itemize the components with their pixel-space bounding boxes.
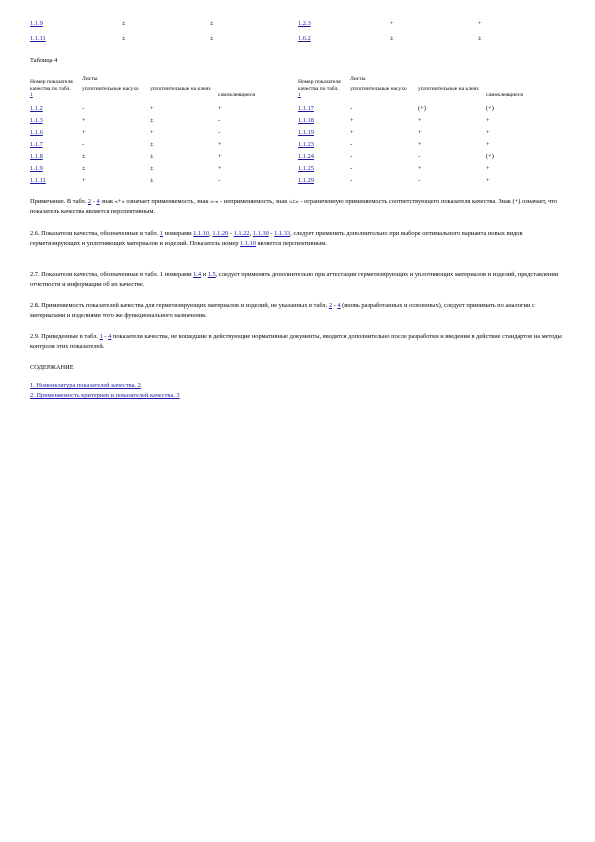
header-col1: уплотнительные насухо: [82, 85, 139, 92]
table-cell: +: [478, 20, 482, 27]
header-table-link[interactable]: 1: [30, 92, 33, 99]
table-row: [30, 165, 280, 177]
table4-header-row: [30, 76, 280, 99]
table-cell: (+): [418, 105, 426, 113]
table-cell: [298, 35, 390, 50]
table-row: [298, 153, 548, 165]
table-cell: -: [218, 117, 221, 125]
table-cell: ±: [478, 35, 482, 42]
indicator-link[interactable]: 1.1.11: [30, 177, 46, 185]
indicator-link[interactable]: 1.1.17: [298, 105, 314, 113]
header-group-label: Листы: [82, 76, 98, 82]
table-cell: +: [218, 105, 222, 113]
table-cell: [30, 141, 82, 153]
toc-item-2[interactable]: 2. Применяемость критериев и показателей качества. 3: [30, 392, 180, 400]
link-1-1-30[interactable]: 1.1.30: [252, 230, 269, 237]
indicator-link[interactable]: 1.1.24: [298, 153, 314, 161]
table-row: [30, 129, 280, 141]
link-table-1[interactable]: 1: [99, 333, 103, 340]
table-cell: [30, 165, 82, 177]
table-cell: [298, 153, 350, 165]
indicator-link[interactable]: 1.1.3: [30, 117, 43, 125]
header-index-cell: Номер показателя качества по табл. 1: [298, 79, 341, 99]
indicator-link[interactable]: 1.1.29: [298, 177, 314, 185]
table-cell: +: [350, 129, 354, 137]
table-cell: [298, 129, 350, 141]
link-1-5[interactable]: 1.5: [207, 271, 216, 278]
table-cell: -: [418, 153, 421, 161]
table4-caption: Таблица 4: [30, 57, 58, 64]
indicator-link[interactable]: 1.1.18: [298, 117, 314, 125]
indicator-link[interactable]: 1.1.23: [298, 141, 314, 149]
indicator-link[interactable]: 1.1.7: [30, 141, 43, 149]
table-cell: +: [486, 141, 490, 149]
table-cell: -: [82, 105, 85, 113]
paragraph-2-7: 2.7. Показатели качества, обозначенные в табл. 1 номерами 1.4 и 1.5, следует применять дополнительно при аттестации герметизирующих и уплотняющих материалов и изделий, представлении отчетности и информации об их качестве.: [30, 271, 559, 288]
indicator-link[interactable]: 1.1.6: [30, 129, 43, 137]
table-cell: ±: [82, 153, 86, 161]
header-col2: уплотнительные на клеях: [150, 85, 211, 92]
table-cell: +: [218, 141, 222, 149]
table-cell: +: [82, 117, 86, 125]
table-cell: -: [350, 153, 353, 161]
header-index-cell: Номер показателя качества по табл. 1: [30, 79, 73, 99]
table-row: [30, 153, 280, 165]
table-row: [298, 141, 548, 153]
contents-title: СОДЕРЖАНИЕ: [30, 364, 74, 371]
indicator-link[interactable]: 1.1.9: [30, 20, 43, 27]
table-cell: (+): [486, 105, 494, 113]
table-row: [30, 117, 280, 129]
table-cell: -: [218, 129, 221, 137]
indicator-link[interactable]: 1.6.2: [298, 35, 311, 42]
link-1-1-22[interactable]: 1.1.22: [233, 230, 250, 237]
table-cell: +: [218, 165, 222, 173]
table-cell: +: [486, 117, 490, 125]
table-cell: +: [486, 165, 490, 173]
table-cell: +: [486, 129, 490, 137]
table-row: [30, 20, 550, 35]
table-cell: +: [390, 20, 394, 27]
table-cell: [30, 129, 82, 141]
table-cell: -: [350, 105, 353, 113]
table-cell: +: [418, 165, 422, 173]
paragraph-2-6: 2.6. Показатели качества, обозначенные в табл. 1 номерами 1.1.10, 1.1.20 - 1.1.22, 1.1.30 - 1.1.33, следует применять дополнительно при выборе оптимального варианта новых видов герметизирующих и уплотняющих материалов и изделий. Показатель номер 1.1.10 является перспективным.: [30, 230, 523, 247]
table-cell: +: [150, 129, 154, 137]
header-col3: самоклеящиеся: [486, 91, 523, 98]
table-cell: [298, 105, 350, 117]
table-cell: ±: [150, 117, 154, 125]
table-cell: [30, 35, 122, 50]
link-1-1-20[interactable]: 1.1.20: [212, 230, 229, 237]
header-table-link[interactable]: 1: [298, 92, 301, 99]
link-table-4[interactable]: 4: [108, 333, 112, 340]
link-table-2[interactable]: 2: [87, 198, 92, 205]
table-cell: ±: [390, 35, 394, 42]
table-cell: [298, 177, 350, 189]
table-cell: [298, 141, 350, 153]
table-cell: +: [486, 177, 490, 185]
table-row: [298, 105, 548, 117]
link-table-4[interactable]: 4: [96, 198, 100, 205]
indicator-link[interactable]: 1.1.2: [30, 105, 43, 113]
table-cell: ±: [122, 35, 126, 42]
table-cell: -: [350, 141, 353, 149]
indicator-link[interactable]: 1.1.8: [30, 153, 43, 161]
table-of-contents: [30, 381, 180, 402]
table-cell: [30, 105, 82, 117]
table-cell: ±: [150, 165, 154, 173]
table-row: [30, 141, 280, 153]
table-cell: +: [418, 129, 422, 137]
table-cell: ±: [150, 177, 154, 185]
indicator-link[interactable]: 1.1.25: [298, 165, 314, 173]
link-table-4[interactable]: 4: [337, 302, 341, 309]
header-col2: уплотнительные на клеях: [418, 85, 479, 92]
table-cell: ±: [210, 20, 214, 27]
table-cell: [298, 20, 390, 35]
table-cell: -: [418, 177, 421, 185]
indicator-link[interactable]: 1.1.19: [298, 129, 314, 137]
header-group-cell: [82, 76, 280, 99]
table-cell: -: [350, 177, 353, 185]
header-group-cell: [350, 76, 548, 99]
table4-header-row: [298, 76, 548, 99]
table-cell: [298, 165, 350, 177]
table-cell: +: [82, 129, 86, 137]
header-col3: самоклеящиеся: [218, 91, 255, 98]
table-row: [30, 177, 280, 189]
table-cell: +: [418, 117, 422, 125]
indicator-link[interactable]: 1.1.11: [30, 35, 46, 42]
table-cell: -: [350, 165, 353, 173]
table-cell: (+): [486, 153, 494, 161]
link-1-1-10-second[interactable]: 1.1.10: [240, 239, 257, 247]
table-cell: -: [82, 141, 85, 149]
link-table-1[interactable]: 1: [159, 230, 164, 237]
table-cell: ±: [82, 165, 86, 173]
table-cell: -: [218, 177, 221, 185]
table-cell: [30, 20, 122, 35]
table-cell: [30, 153, 82, 165]
header-col1: уплотнительные насухо: [350, 85, 407, 92]
table-row: [298, 177, 548, 189]
table-cell: ±: [150, 141, 154, 149]
header-group-label: Листы: [350, 76, 366, 82]
indicator-link[interactable]: 1.2.3: [298, 20, 311, 27]
table-row: [298, 129, 548, 141]
table-cell: +: [82, 177, 86, 185]
continuation-table: [30, 20, 550, 50]
table-cell: +: [150, 105, 154, 113]
table-cell: ±: [122, 20, 126, 27]
table-cell: ±: [150, 153, 154, 161]
table-row: [30, 35, 550, 50]
table-note: Примечание. В табл. 2 - 4 знак «+» означает применяемость, знак «-» - неприменяемость, знак «±» - ограниченную применяемость соответствующего показателя качества. Знак (+) означает, что показатель качества является перспективным.: [30, 198, 558, 215]
paragraph-2-9: 2.9. Приведенные в табл. 1 - 4 показатели качества, не вошедшие в действующие нормативные документы, вводятся дополнительно после разработки и введения в действие стандартов на методы контроля этих показателей.: [30, 333, 562, 350]
table-row: [298, 165, 548, 177]
table-cell: +: [350, 117, 354, 125]
table-row: [298, 117, 548, 129]
table4-right: [298, 76, 548, 189]
paragraph-2-8: 2.8. Применяемость показателей качества для герметизирующих материалов и изделий, не указанных в табл. 2 - 4 (вновь разработанных и освоенных), следует принимать по аналогии с материалами и изделиями того же функционального назначения.: [30, 302, 535, 319]
table4-left: [30, 76, 280, 189]
link-table-2[interactable]: 2: [328, 302, 333, 309]
table-cell: +: [418, 141, 422, 149]
indicator-link[interactable]: 1.1.9: [30, 165, 43, 173]
link-1-1-33[interactable]: 1.1.33: [274, 230, 291, 237]
table-cell: [30, 177, 82, 189]
table-cell: [30, 117, 82, 129]
table-row: [30, 105, 280, 117]
toc-item-1[interactable]: 1. Номенклатура показателей качества. 2: [30, 382, 141, 389]
table-cell: ±: [210, 35, 214, 42]
table-cell: +: [218, 153, 222, 161]
link-1-4[interactable]: 1.4: [193, 271, 202, 278]
link-1-1-10[interactable]: 1.1.10: [193, 230, 210, 237]
table-cell: [298, 117, 350, 129]
